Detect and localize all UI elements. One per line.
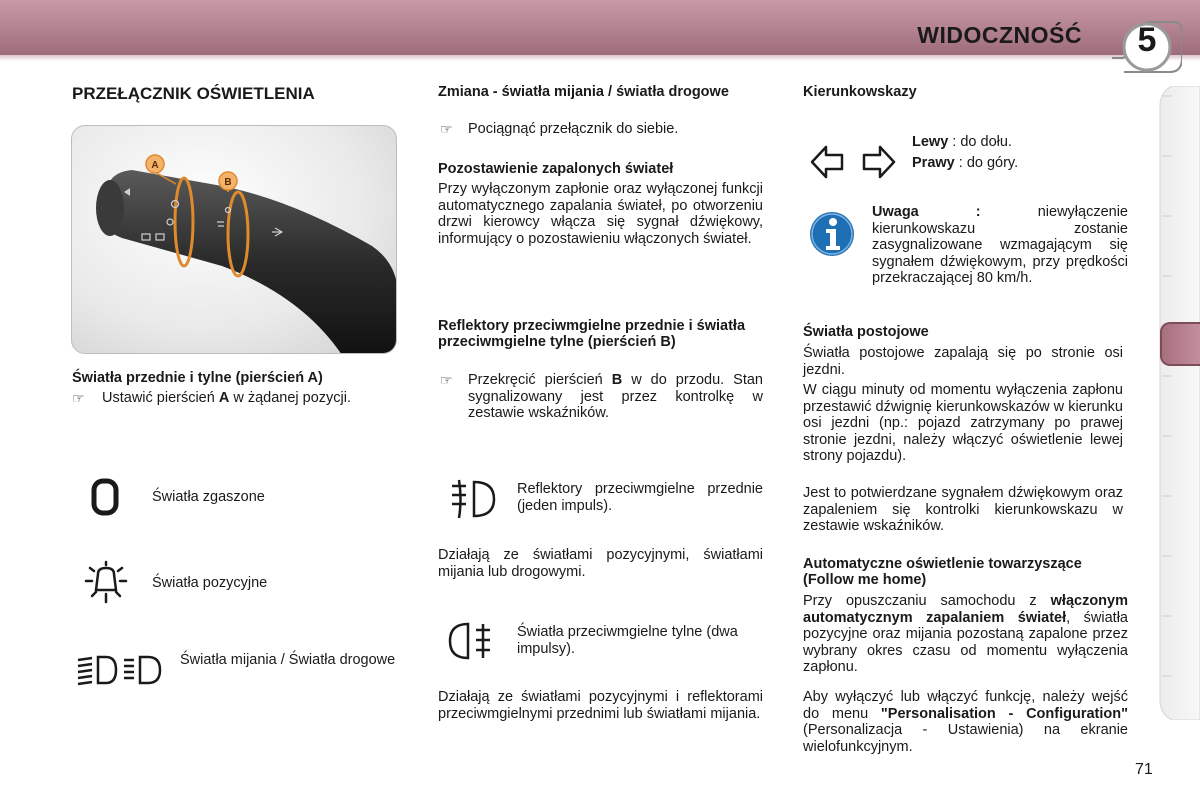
callout-b-label: B: [224, 177, 232, 188]
follow-me-home-p2: Aby wyłączyć lub włączyć funkcję, należy wejść do menu "Personalisation - Configuration" (Personalizacja - Ustawienia) na ekranie wielofunkcyjnym.: [803, 689, 1128, 755]
hand-bullet-icon: ☞: [72, 390, 85, 406]
front-fog-icon: [450, 478, 498, 520]
rear-fog-note: Działają ze światłami pozycyjnymi i reflektorami przeciwmgielnymi przednimi lub światłami mijania.: [438, 689, 763, 722]
indicator-note-text-top: Uwaga : niewyłączenie kierunkowskazu zostanie zasygnalizowane wzmagającym się sygnałem dźwiękowym, przy prędkości przekraczającej 80 km/h.: [872, 204, 1128, 286]
chapter-title: WIDOCZNOŚĆ: [917, 22, 1082, 48]
ring-a-instruction: Ustawić pierścień A w żądanej pozycji.: [102, 390, 352, 406]
follow-me-home-p1: Przy opuszczaniu samochodu z włączonym automatycznym zapalaniem świateł, światła pozycyjne oraz mijania pozostaną zapalone przez wybrany okres czasu od momentu wyłączenia zapłonu.: [803, 593, 1128, 675]
rear-fog-icon: [446, 620, 494, 662]
right-indicator-text: Prawy : do góry.: [912, 155, 1019, 171]
page-number: 71: [1135, 761, 1153, 778]
beam-change-heading: Zmiana - światła mijania / światła drogowe: [438, 84, 729, 100]
lights-off-icon: [88, 477, 124, 517]
info-icon: [808, 210, 856, 258]
fog-lights-instruction: Przekręcić pierścień B w do przodu. Stan sygnalizowany jest przez kontrolkę w zestawie wskaźników.: [468, 372, 763, 421]
follow-me-home-heading: Automatyczne oświetlenie towarzyszące (Follow me home): [803, 556, 1082, 588]
chapter-tab-rail: [1158, 86, 1200, 720]
rear-fog-label: Światła przeciwmgielne tylne (dwa impulsy).: [517, 624, 738, 657]
lights-off-label: Światła zgaszone: [152, 489, 265, 505]
dipped-main-beam-label: Światła mijania / Światła drogowe: [180, 652, 396, 668]
parking-lights-p3: Jest to potwierdzane sygnałem dźwiękowym oraz zapaleniem się kontrolki kierunkowskazu w zestawie wskaźników.: [803, 485, 1123, 534]
lighting-stalk-image: [72, 126, 397, 354]
ring-a-heading: Światła przednie i tylne (pierścień A): [72, 370, 323, 386]
section-title: PRZEŁĄCZNIK OŚWIETLENIA: [72, 84, 315, 103]
lighting-stalk-illustration: [71, 125, 397, 354]
turn-signal-arrows-icon: [810, 143, 896, 181]
hand-bullet-icon: ☞: [440, 121, 453, 137]
callout-a-label: A: [151, 160, 159, 171]
front-fog-note: Działają ze światłami pozycyjnymi, światłami mijania lub drogowymi.: [438, 547, 763, 580]
parking-lights-p2: W ciągu minuty od momentu wyłączenia zapłonu przestawić dźwignię kierunkowskazów w kierunku osi jezdni (np.: pojazd zatrzymany po prawej stronie jezdni, należy włączyć oświetlenie lewej strony pojazdu).: [803, 382, 1123, 464]
chapter-tab-active[interactable]: [1160, 322, 1200, 366]
position-lights-icon: [82, 560, 130, 604]
indicators-heading: Kierunkowskazy: [803, 84, 917, 100]
parking-lights-p1: Światła postojowe zapalają się po stronie osi jezdni.: [803, 345, 1123, 378]
parking-lights-heading: Światła postojowe: [803, 324, 929, 340]
header-divider: [0, 55, 1200, 61]
dipped-main-beam-icon: [76, 654, 166, 686]
hand-bullet-icon: ☞: [440, 372, 453, 388]
chapter-number: 5: [1137, 21, 1157, 59]
position-lights-label: Światła pozycyjne: [152, 575, 268, 591]
beam-change-instruction: Pociągnąć przełącznik do siebie.: [468, 121, 679, 137]
lights-left-on-text: Przy wyłączonym zapłonie oraz wyłączonej funkcji automatycznego zapalania świateł, po otworzeniu drzwi kierowcy włącza się sygnał dźwiękowy, informujący o pozostawieniu włączonych świateł.: [438, 181, 763, 247]
left-indicator-text: Lewy : do dołu.: [912, 134, 1012, 150]
lights-left-on-heading: Pozostawienie zapalonych świateł: [438, 161, 674, 177]
front-fog-label: Reflektory przeciwmgielne przednie (jeden impuls).: [517, 481, 763, 514]
fog-lights-heading: Reflektory przeciwmgielne przednie i światła przeciwmgielne tylne (pierścień B): [438, 318, 746, 350]
